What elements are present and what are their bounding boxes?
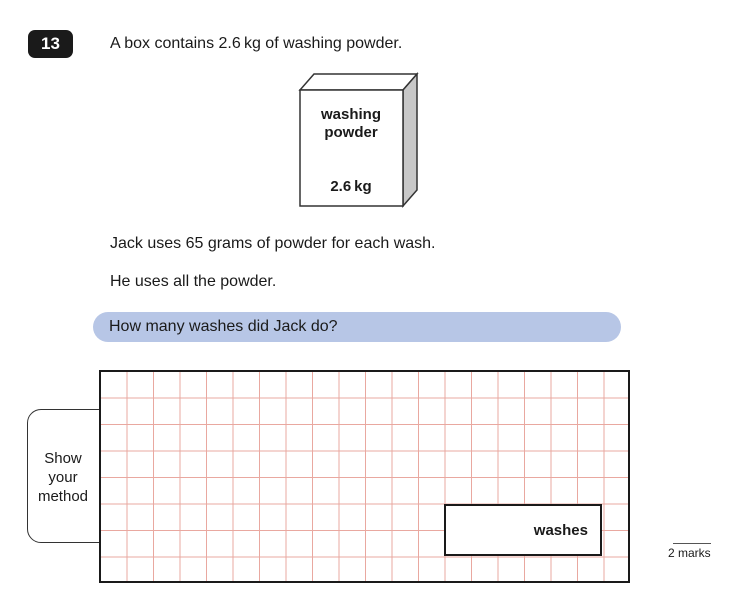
question-prompt: How many washes did Jack do? (109, 318, 338, 335)
show-method-line-2: your (48, 469, 78, 486)
box-side-face (403, 74, 417, 206)
question-detail-2: He uses all the powder. (110, 273, 277, 290)
marks-divider (673, 543, 711, 544)
show-method-line-1: Show (44, 450, 82, 467)
show-method-line-3: method (37, 488, 89, 505)
marks-label: 2 marks (668, 546, 711, 560)
answer-unit-label: washes (533, 522, 588, 539)
answer-box[interactable] (444, 504, 602, 556)
show-method-label (27, 449, 99, 506)
question-prompt-band (93, 312, 621, 342)
question-detail: Jack uses 65 grams of powder for each wash. (110, 235, 436, 252)
box-label-weight: 2.6 kg (330, 178, 372, 195)
question-number: 13 (28, 30, 73, 58)
question-statement: A box contains 2.6 kg of washing powder. (110, 35, 403, 52)
box-label-powder: powder (324, 124, 378, 141)
box-label-washing: washing (320, 106, 381, 123)
box-top-face (300, 74, 417, 90)
